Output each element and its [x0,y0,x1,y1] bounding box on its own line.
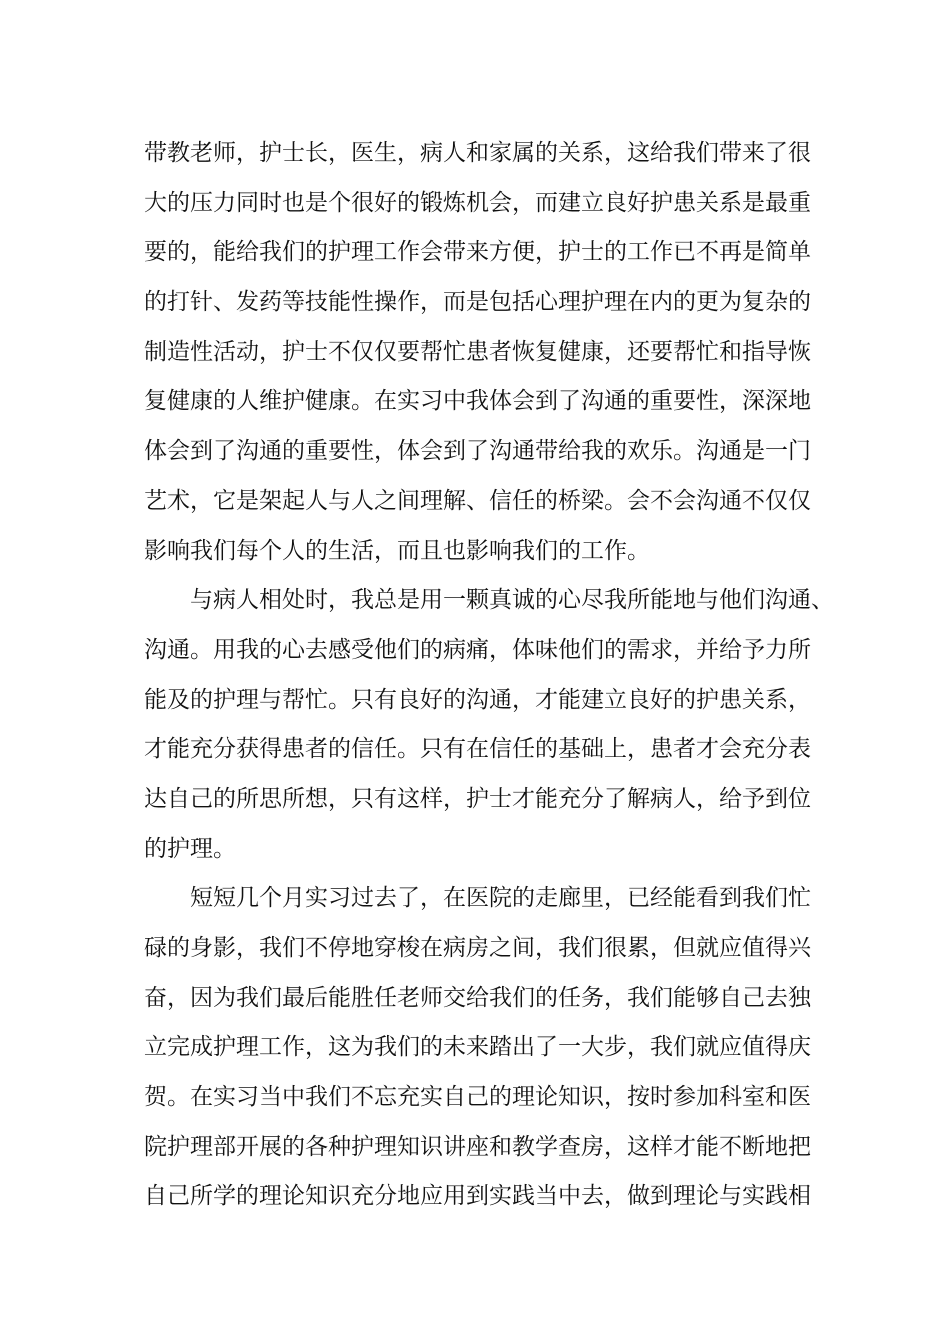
text-line: 制造性活动，护士不仅仅要帮忙患者恢复健康，还要帮忙和指导恢 [144,338,811,365]
text-line: 自己所学的理论知识充分地应用到实践当中去，做到理论与实践相 [144,1183,811,1210]
text-line: 影响我们每个人的生活，而且也影响我们的工作。 [144,537,650,564]
body-text [144,129,834,1222]
text-line: 复健康的人维护健康。在实习中我体会到了沟通的重要性，深深地 [144,388,811,415]
paragraph-start-line: 与病人相处时，我总是用一颗真诚的心尽我所能地与他们沟通、 [190,587,834,614]
text-line: 要的，能给我们的护理工作会带来方便，护士的工作已不再是简单 [144,239,811,266]
text-line: 院护理部开展的各种护理知识讲座和教学查房，这样才能不断地把 [144,1133,811,1160]
text-line: 带教老师，护士长，医生，病人和家属的关系，这给我们带来了很 [144,140,811,166]
text-line: 碌的身影，我们不停地穿梭在病房之间，我们很累，但就应值得兴 [144,935,811,961]
text-line: 立完成护理工作，这为我们的未来踏出了一大步，我们就应值得庆 [144,1034,811,1061]
text-line: 奋，因为我们最后能胜任老师交给我们的任务，我们能够自己去独 [144,984,811,1011]
text-line: 沟通。用我的心去感受他们的病痛，体味他们的需求，并给予力所 [144,636,811,663]
text-line: 才能充分获得患者的信任。只有在信任的基础上，患者才会充分表 [144,736,811,763]
text-line: 的打针、发药等技能性操作，而是包括心理护理在内的更为复杂的 [144,289,811,316]
text-line: 贺。在实习当中我们不忘充实自己的理论知识，按时参加科室和医 [144,1084,811,1111]
paragraph-start-line: 短短几个月实习过去了，在医院的走廊里，已经能看到我们忙 [190,885,811,912]
text-line: 体会到了沟通的重要性，体会到了沟通带给我的欢乐。沟通是一门 [144,438,811,465]
text-line: 艺术，它是架起人与人之间理解、信任的桥梁。会不会沟通不仅仅 [144,487,811,514]
text-line: 大的压力同时也是个很好的锻炼机会，而建立良好护患关系是最重 [144,189,811,216]
text-line: 能及的护理与帮忙。只有良好的沟通，才能建立良好的护患关系， [144,686,811,713]
text-line: 的护理。 [144,835,236,862]
text-line: 达自己的所思所想，只有这样，护士才能充分了解病人，给予到位 [144,785,811,812]
